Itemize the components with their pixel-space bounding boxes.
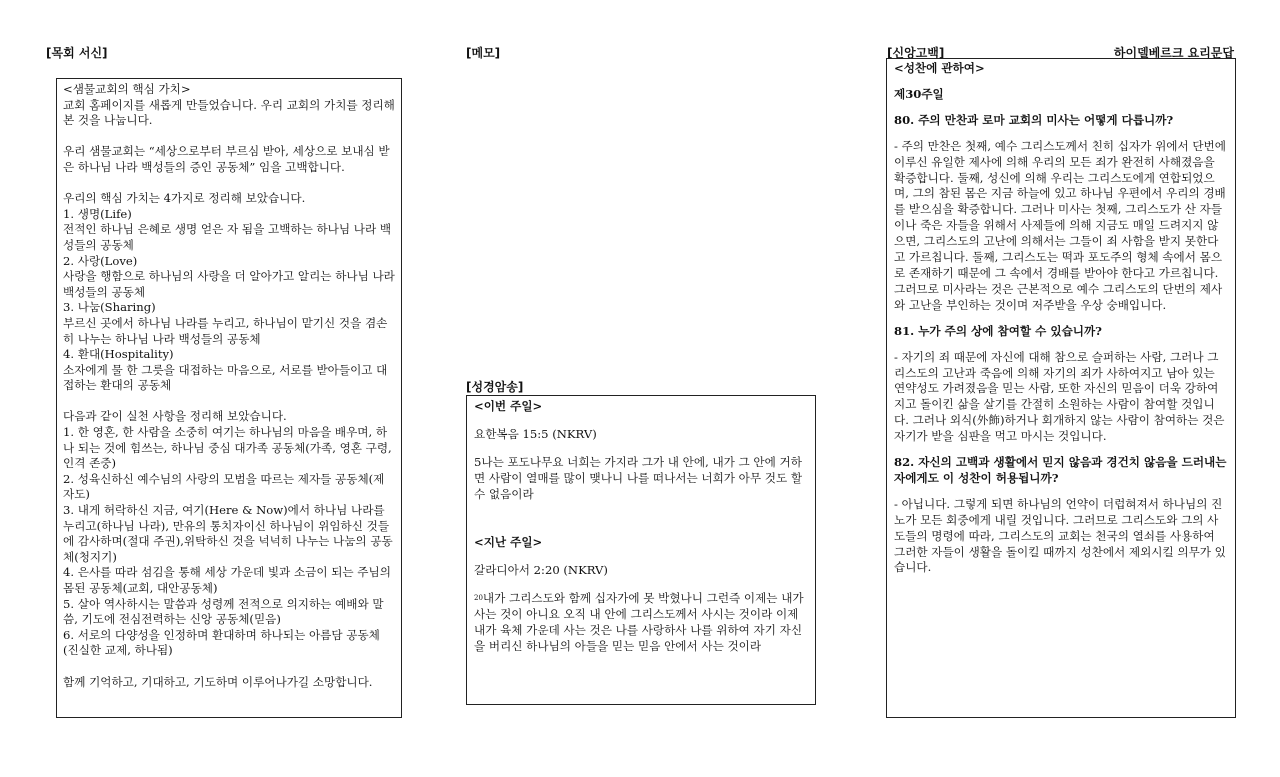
catechism-box: [886, 58, 1236, 718]
value-line: 부르신 곳에서 하나님 나라를 누리고, 하나님이 맡기신 것을 겸손히 나누는 하나님 나라 백성들의 공동체: [63, 315, 388, 346]
memorize-header: [성경암송]: [466, 380, 524, 394]
answer-80: - 주의 만찬은 첫째, 예수 그리스도께서 친히 십자가 위에서 단번에 이루신 유일한 제사에 의해 우리의 모든 죄가 완전히 사해졌음을 확증합니다. 둘째, 성신에 의해 우리는 그리스도에게 연합되었으며, 그의 참된 몸은 지금 하늘에 있고 하나님 우편에서 우리의 경배를 받으심을 확증합니다. 그러나 미사는 첫째, 그리스도가 산 자들이나 죽은 자들을 위해서 사제들에 의해 지금도 매일 드려지지 않으면, 그리스도의 고난에 의해서는 그들이 죄 사함을 받지 못한다고 가르칩니다. 둘째, 그리스도는 떡과 포도주의 형체 속에서 몸으로 존재하기 때문에 그 속에서 경배를 받아야 한다고 가르칩니다. 그러므로 미사라는 것은 근본적으로 예수 그리스도의 단번의 제사와 고난을 부인하는 것이며 저주받을 우상 숭배입니다.: [894, 138, 1226, 312]
practice-item: 5. 살아 역사하시는 말씀과 성령께 전적으로 의지하는 예배와 말씀, 기도에 전심전력하는 신앙 공동체(믿음): [63, 596, 384, 627]
catechism-week: 제30주일: [894, 86, 944, 101]
value-line: 3. 나눔(Sharing): [63, 300, 156, 315]
practice-item: 2. 성육신하신 예수님의 사랑의 모범을 따르는 제자들 공동체(제자도): [63, 471, 385, 502]
catechism-header: 하이델베르크 요리문답: [1113, 46, 1234, 60]
value-line: 전적인 하나님 은혜로 생명 얻은 자 됨을 고백하는 하나님 나라 백성들의 공동체: [63, 222, 392, 252]
this-week-text: 5나는 포도나무요 너희는 가지라 그가 내 안에, 내가 그 안에 거하면 사람이 열매를 많이 맺나니 나를 떠나서는 너희가 아무 것도 할 수 없음이라: [474, 455, 803, 501]
value-line: 1. 생명(Life): [63, 206, 132, 221]
last-week-label: <지난 주일>: [474, 535, 543, 549]
this-week-ref: 요한복음 15:5 (NKRV): [474, 427, 597, 441]
practice-item: 1. 한 영혼, 한 사람을 소중히 여기는 하나님의 마음을 배우며, 하나 되는 것에 힘쓰는, 하나님 중심 대가족 공동체(가족, 영혼 구령, 인격 존중): [63, 425, 392, 471]
value-line: 소자에게 물 한 그릇을 대접하는 마음으로, 서로를 받아들이고 대접하는 환대의 공동체: [63, 362, 388, 393]
letter-confession: 우리 샘물교회는 “세상으로부터 부르심 받아, 세상으로 보내심 받은 하나님 나라 백성들의 증인 공동체” 임을 고백합니다.: [63, 144, 390, 174]
verse-number: 20: [474, 594, 483, 602]
practice-intro: 다음과 같이 실천 사항을 정리해 보았습니다.: [63, 409, 287, 424]
value-line: 4. 환대(Hospitality): [63, 347, 174, 362]
memorize-box: [466, 395, 816, 705]
question-81: 81. 누가 주의 상에 참여할 수 있습니까?: [894, 323, 1102, 338]
question-82: 82. 자신의 고백과 생활에서 믿지 않음과 경건치 않음을 드러내는 자에게도 이 성찬이 허용됩니까?: [894, 455, 1227, 485]
letter-intro: 교회 홈페이지를 새롭게 만들었습니다. 우리 교회의 가치를 정리해 본 것을 나눕니다.: [63, 97, 395, 128]
this-week-label: <이번 주일>: [474, 399, 543, 413]
pastor-letter-box: [56, 78, 402, 718]
letter-title: <샘물교회의 핵심 가치>: [63, 82, 191, 96]
value-line: 사랑을 행함으로 하나님의 사랑을 더 알아가고 알리는 하나님 나라 백성들의 공동체: [63, 269, 395, 299]
practice-item: 4. 은사를 따라 섬김을 통해 세상 가운데 빛과 소금이 되는 주님의 몸된 공동체(교회, 대안공동체): [63, 565, 391, 595]
answer-81: - 자기의 죄 때문에 자신에 대해 참으로 슬퍼하는 사람, 그러나 그리스도의 고난과 죽음에 의해 자기의 죄가 사하여지고 남아 있는 연약성도 가려졌음을 믿는 사람, 또한 자신의 믿음이 더욱 강하여지고 돌이킨 삶을 살기를 간절히 소원하는 사람이 참여할 것입니다. 그러나 외식(外飾)하거나 회개하지 않는 사람이 참여하는 것은 자기가 받을 심판을 먹고 마시는 것입니다.: [894, 349, 1225, 444]
last-week-text: [474, 590, 808, 654]
answer-82: - 아닙니다. 그렇게 되면 하나님의 언약이 더럽혀져서 하나님의 진노가 모든 회중에게 내릴 것입니다. 그러므로 그리스도와 그의 사도들의 명령에 따라, 그리스도의 교회는 천국의 열쇠를 사용하여 그러한 자들이 생활을 돌이킬 때까지 성찬에서 제외시킬 의무가 있습니다.: [894, 496, 1226, 575]
value-line: 2. 사랑(Love): [63, 253, 138, 268]
catechism-title: <성찬에 관하여>: [894, 61, 985, 75]
practice-item: 3. 내게 허락하신 지금, 여기(Here & Now)에서 하나님 나라를 누리고(하나님 나라), 만유의 통치자이신 하나님이 위임하신 것들에 감사하며(절대 주권),위탁하신 것을 넉넉히 나누는 나눔의 공동체(청지기): [63, 503, 393, 564]
creed-header: [신앙고백]: [887, 46, 945, 60]
values-intro: 우리의 핵심 가치는 4가지로 정리해 보았습니다.: [63, 191, 306, 206]
pastor-letter-header: [목회 서신]: [46, 46, 108, 60]
memo-header: [메모]: [466, 46, 501, 60]
last-week-ref: 갈라디아서 2:20 (NKRV): [474, 563, 608, 577]
last-week-verse: 내가 그리스도와 함께 십자가에 못 박혔나니 그런즉 이제는 내가 사는 것이 아니요 오직 내 안에 그리스도께서 사시는 것이라 이제 내가 육체 가운데 사는 것은 나를 사랑하사 나를 위하여 자기 자신을 버리신 하나님의 아들을 믿는 믿음 안에서 사는 것이라: [474, 591, 804, 653]
practice-item: 6. 서로의 다양성을 인정하며 환대하며 하나되는 아름담 공동체(진실한 교제, 하나됨): [63, 627, 380, 658]
question-80: 80. 주의 만찬과 로마 교회의 미사는 어떻게 다릅니까?: [894, 112, 1174, 127]
letter-closing: 함께 기억하고, 기대하고, 기도하며 이루어나가길 소망합니다.: [63, 674, 373, 689]
